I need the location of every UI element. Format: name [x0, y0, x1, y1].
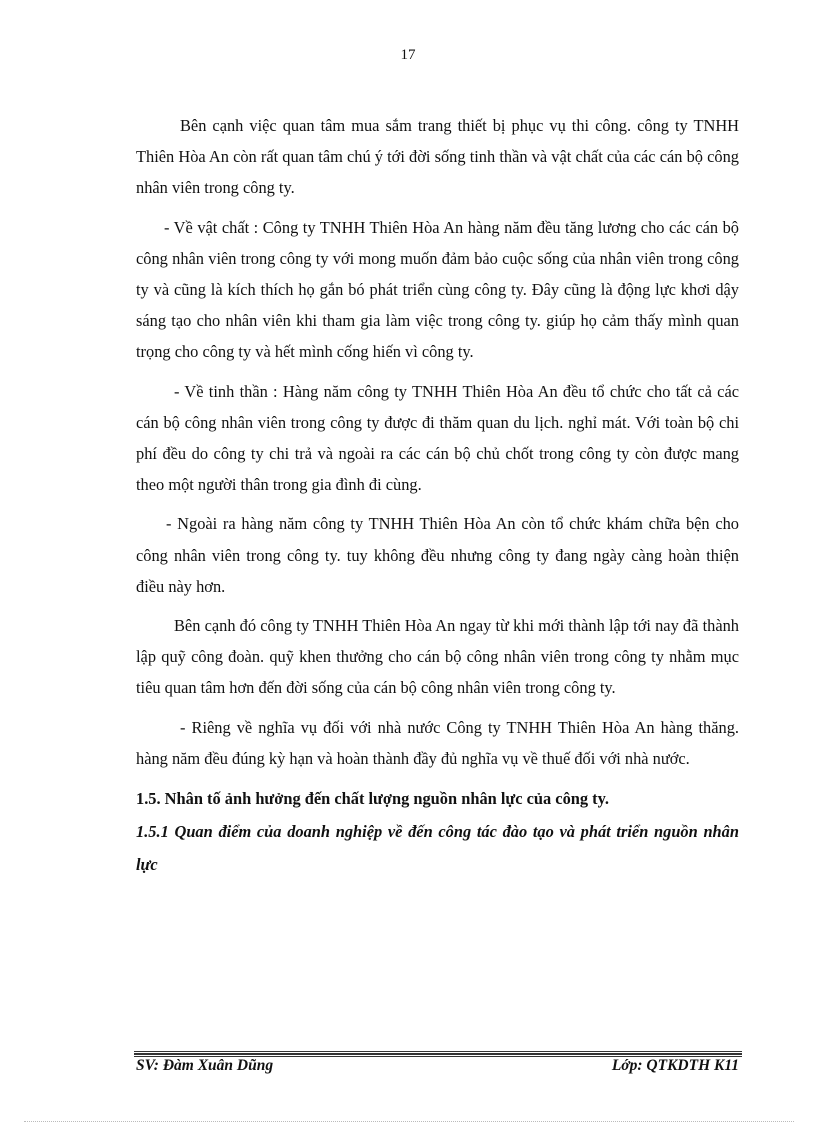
- paragraph-intro: Bên cạnh việc quan tâm mua sắm trang thiết bị phục vụ thi công. công ty TNHH Thiên Hòa An còn rất quan tâm chú ý tới đời sống tinh thần và vật chất của các cán bộ công nhân viên trong công ty.: [136, 116, 739, 198]
- footer-divider-top: [134, 1051, 742, 1052]
- paragraph-spiritual: - Về tinh thần : Hàng năm công ty TNHH Thiên Hòa An đều tổ chức cho tất cả các cán bộ công nhân viên trong công ty được đi thăm quan du lịch. nghỉ mát. Với toàn bộ chi phí đều do công ty chi trả và ngoài ra các cán bộ chủ chốt trong công ty còn được mang theo một người thân trong gia đình đi cùng.: [136, 381, 739, 495]
- footer-divider-middle: [134, 1053, 742, 1055]
- section-heading: 1.5. Nhân tố ảnh hưởng đến chất lượng nguồn nhân lực của công ty.: [136, 789, 610, 809]
- footer-class-name: Lớp: QTKDTH K11: [611, 1057, 739, 1074]
- paragraph-union-fund: Bên cạnh đó công ty TNHH Thiên Hòa An ngay từ khi mới thành lập tới nay đã thành lập quỹ công đoàn. quỹ khen thưởng cho cán bộ công nhân viên trong công ty nhằm mục tiêu quan tâm hơn đến đời sống của cán bộ công nhân viên trong công ty.: [136, 616, 739, 698]
- page-number: 17: [400, 47, 416, 63]
- footer-student-name: SV: Đàm Xuân Dũng: [136, 1057, 274, 1074]
- paragraph-tax: - Riêng về nghĩa vụ đối với nhà nước Công ty TNHH Thiên Hòa An hàng thăng. hàng năm đều đúng kỳ hạn và hoàn thành đầy đủ nghĩa vụ về thuế đối với nhà nước.: [136, 717, 739, 768]
- page-bottom-edge: [24, 1121, 794, 1122]
- paragraph-material: - Về vật chất : Công ty TNHH Thiên Hòa An hàng năm đều tăng lương cho các cán bộ công nhân viên trong công ty với mong muốn đảm bảo cuộc sống của nhân viên trong công ty và cũng là kích thích họ gắn bó phát triển cùng công ty. Đây cũng là động lực khơi dậy sáng tạo cho nhân viên khi tham gia làm việc trong công ty. giúp họ cảm thấy mình quan trọng cho công ty và hết mình cống hiến vì công ty.: [136, 217, 739, 362]
- subsection-heading: 1.5.1 Quan điểm của doanh nghiệp về đến công tác đào tạo và phát triển nguồn nhân lực: [136, 822, 739, 875]
- page-footer: [136, 1057, 739, 1075]
- body-content: [136, 110, 739, 881]
- paragraph-health: - Ngoài ra hàng năm công ty TNHH Thiên Hòa An còn tổ chức khám chữa bện cho công nhân viên trong công ty. tuy không đều nhưng công ty đang ngày càng hoàn thiện điều này hơn.: [136, 514, 739, 596]
